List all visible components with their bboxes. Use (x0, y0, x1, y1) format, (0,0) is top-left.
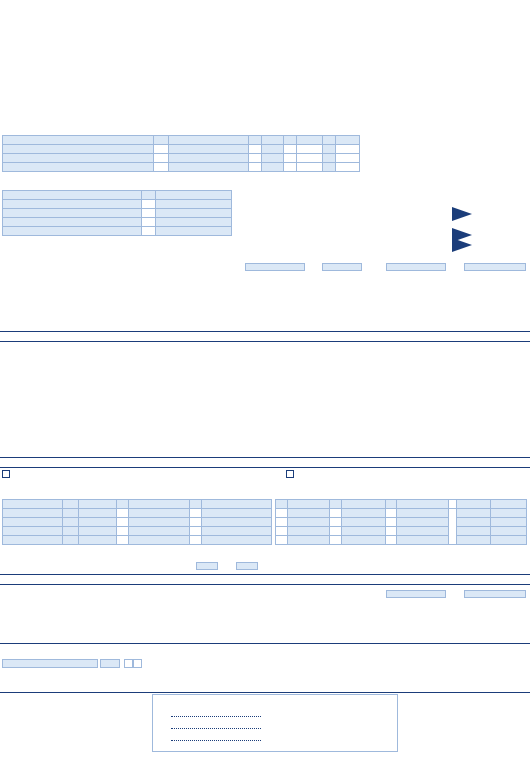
afm-field[interactable] (168, 163, 249, 172)
table-row (3, 227, 232, 236)
afm-field[interactable] (168, 145, 249, 154)
name-field[interactable] (287, 527, 329, 536)
note2-number (286, 470, 294, 478)
s14-row (0, 262, 530, 273)
col-with-taxpayer (457, 500, 491, 509)
col-code (323, 136, 336, 145)
code (153, 145, 168, 154)
with-spouse-field[interactable] (491, 518, 527, 527)
table-row (3, 163, 360, 172)
code (336, 145, 360, 154)
owner-field[interactable] (3, 154, 154, 163)
col-name (287, 500, 329, 509)
code (249, 154, 262, 163)
children-count-spouse[interactable] (236, 562, 258, 570)
col-code (249, 136, 262, 145)
code (190, 536, 202, 545)
code (296, 145, 323, 154)
code (336, 154, 360, 163)
table-row (3, 154, 360, 163)
owner-field[interactable] (3, 209, 142, 218)
dependents-table (2, 499, 272, 545)
code (385, 509, 397, 518)
area-field[interactable] (323, 145, 336, 154)
table-row (276, 527, 527, 536)
accountant-box (152, 694, 398, 752)
with-spouse-field[interactable] (491, 509, 527, 518)
code (190, 509, 202, 518)
name-field[interactable] (287, 518, 329, 527)
with-taxpayer-field[interactable] (457, 536, 491, 545)
owner-field[interactable] (3, 163, 154, 172)
code (116, 518, 128, 527)
relatives-table (275, 499, 527, 545)
note1-number (2, 470, 10, 478)
area-field[interactable] (323, 154, 336, 163)
rent-table (2, 135, 360, 172)
table-row (3, 200, 232, 209)
owner-field[interactable] (3, 200, 142, 209)
rent-amount-field[interactable] (322, 263, 362, 271)
code (142, 200, 156, 209)
afm-field[interactable] (128, 527, 190, 536)
owner-field[interactable] (3, 218, 142, 227)
table-row (3, 145, 360, 154)
code (329, 518, 341, 527)
table7-title (0, 331, 530, 342)
iban-g (124, 659, 133, 668)
name-field[interactable] (3, 518, 63, 527)
code (276, 536, 288, 545)
col-afm (168, 136, 249, 145)
code (116, 509, 128, 518)
table-row (276, 509, 527, 518)
amka-field[interactable] (202, 536, 272, 545)
name-field[interactable] (3, 536, 63, 545)
code (385, 536, 397, 545)
with-taxpayer-field[interactable] (457, 527, 491, 536)
afm-field[interactable] (168, 154, 249, 163)
code (329, 527, 341, 536)
year-field[interactable] (62, 509, 78, 518)
with-spouse-field[interactable] (491, 527, 527, 536)
col-code (116, 500, 128, 509)
spouse-amount-field[interactable] (464, 263, 526, 271)
acc-name-field[interactable] (171, 723, 261, 729)
with-taxpayer-field[interactable] (457, 518, 491, 527)
code (249, 163, 262, 172)
code (153, 163, 168, 172)
acc-address-field[interactable] (171, 735, 261, 741)
hosting-yes[interactable] (262, 154, 284, 163)
afm-field[interactable] (128, 509, 190, 518)
afm-field[interactable] (341, 518, 385, 527)
code (329, 536, 341, 545)
code (296, 154, 323, 163)
code (116, 527, 128, 536)
col-owner (3, 191, 142, 200)
col-name (3, 500, 63, 509)
relation-field[interactable] (78, 509, 116, 518)
code (190, 527, 202, 536)
vertical-label-cell (449, 500, 457, 509)
relation-field[interactable] (78, 527, 116, 536)
col-code (329, 500, 341, 509)
afm-field[interactable] (156, 200, 232, 209)
with-taxpayer-field[interactable] (457, 509, 491, 518)
col-code (276, 500, 288, 509)
hosting-yes[interactable] (262, 145, 284, 154)
code (249, 145, 262, 154)
name-field[interactable] (3, 509, 63, 518)
code (385, 527, 397, 536)
col-area (296, 136, 323, 145)
afm-field[interactable] (341, 536, 385, 545)
amka-field[interactable] (397, 536, 449, 545)
afm-field[interactable] (128, 518, 190, 527)
table-row (3, 209, 232, 218)
table-row (276, 518, 527, 527)
amka-field[interactable] (397, 527, 449, 536)
taxpayer-amount-field[interactable] (386, 263, 446, 271)
col-amka (202, 500, 272, 509)
year-field[interactable] (62, 527, 78, 536)
table9-title (0, 574, 530, 585)
table-row (3, 518, 272, 527)
area-field[interactable] (323, 163, 336, 172)
prepayment-row (0, 589, 530, 600)
col-birth-year (62, 500, 78, 509)
code (276, 527, 288, 536)
name-field[interactable] (287, 536, 329, 545)
amka-field[interactable] (202, 518, 272, 527)
owner-field[interactable] (3, 145, 154, 154)
amka-field[interactable] (202, 527, 272, 536)
col-amka (397, 500, 449, 509)
code (276, 509, 288, 518)
col-hosting (262, 136, 284, 145)
col-with-spouse (491, 500, 527, 509)
arrow-right-icon (452, 238, 472, 252)
code (190, 518, 202, 527)
relation-field[interactable] (78, 518, 116, 527)
table8-title (0, 457, 530, 468)
with-spouse-field[interactable] (491, 536, 527, 545)
code (385, 518, 397, 527)
name-field[interactable] (287, 509, 329, 518)
table-row (3, 509, 272, 518)
code (336, 163, 360, 172)
col-afm (128, 500, 190, 509)
bank-code-field[interactable] (100, 659, 120, 668)
afm-field[interactable] (156, 218, 232, 227)
taxpayer-amount-field[interactable] (386, 590, 446, 598)
acc-surname-field[interactable] (171, 711, 261, 717)
code (142, 209, 156, 218)
name-field[interactable] (3, 527, 63, 536)
col-code (153, 136, 168, 145)
value (283, 163, 296, 172)
amka-field[interactable] (397, 509, 449, 518)
code (153, 154, 168, 163)
owner-field[interactable] (3, 227, 142, 236)
spouse-amount-field[interactable] (464, 590, 526, 598)
children-count-taxpayer[interactable] (196, 562, 218, 570)
arrow-right-icon (452, 207, 472, 221)
col-code (142, 191, 156, 200)
hosting-yes[interactable] (262, 163, 284, 172)
year-field[interactable] (62, 536, 78, 545)
student-rent-table (2, 190, 232, 236)
year-field[interactable] (62, 518, 78, 527)
code (296, 163, 323, 172)
table-row (276, 536, 527, 545)
col-code (385, 500, 397, 509)
relatives-vertical-label (449, 509, 457, 545)
table-row (3, 536, 272, 545)
afm-field[interactable] (341, 509, 385, 518)
value (283, 154, 296, 163)
col-afm (341, 500, 385, 509)
bank-name-field[interactable] (2, 659, 98, 668)
amka-field[interactable] (202, 509, 272, 518)
table-row (3, 527, 272, 536)
col-code (283, 136, 296, 145)
relation-field[interactable] (78, 536, 116, 545)
col-code (190, 500, 202, 509)
value (283, 145, 296, 154)
afm-field[interactable] (156, 209, 232, 218)
amka-field[interactable] (397, 518, 449, 527)
col-owner (3, 136, 154, 145)
col-months (336, 136, 360, 145)
afm-field[interactable] (128, 536, 190, 545)
table-row (3, 218, 232, 227)
code (116, 536, 128, 545)
code (276, 518, 288, 527)
afm-field[interactable] (156, 227, 232, 236)
col-relation (78, 500, 116, 509)
afm-field[interactable] (341, 527, 385, 536)
col-afm (156, 191, 232, 200)
rent-amount-field[interactable] (245, 263, 305, 271)
code (142, 227, 156, 236)
code (329, 509, 341, 518)
table10-header (0, 643, 530, 653)
code (142, 218, 156, 227)
iban-r (133, 659, 142, 668)
